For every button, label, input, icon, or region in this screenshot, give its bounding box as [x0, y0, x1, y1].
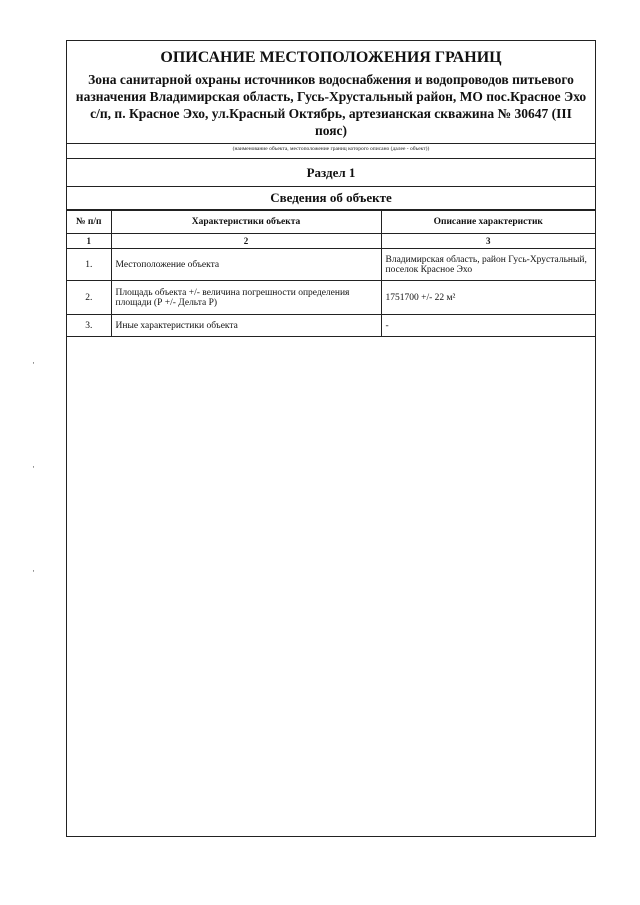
header-num: № п/п	[67, 211, 111, 234]
object-caption: (наименование объекта, местоположение границ которого описано (далее - объект))	[232, 146, 430, 152]
divider	[67, 143, 595, 144]
column-number: 1	[67, 234, 111, 249]
row-number: 3.	[67, 315, 111, 337]
section-title: Раздел 1	[67, 159, 595, 187]
header-description: Описание характеристик	[381, 211, 595, 234]
column-number-row	[67, 234, 595, 249]
scan-mark: ·	[32, 462, 35, 472]
document-title: ОПИСАНИЕ МЕСТОПОЛОЖЕНИЯ ГРАНИЦ	[160, 49, 502, 66]
characteristics-table	[67, 210, 595, 337]
header-characteristic: Характеристики объекта	[111, 211, 381, 234]
table-row	[67, 281, 595, 315]
row-description: -	[381, 315, 595, 337]
row-description: 1751700 +/- 22 м²	[381, 281, 595, 315]
scan-mark: ·	[32, 566, 35, 576]
table-header-row	[67, 211, 595, 234]
scan-mark: ·	[32, 358, 35, 368]
object-name: Зона санитарной охраны источников водоснабжения и водопроводов питьевого назначения Владимирская область, Гусь-Хрустальный район, МО пос.Красное Эхо с/п, п. Красное Эхо, ул.Красный Октябрь, артезианская скважина № 30647 (III пояс)	[75, 72, 587, 138]
object-info-title: Сведения об объекте	[67, 187, 595, 210]
document-frame	[66, 40, 596, 837]
row-characteristic: Площадь объекта +/- величина погрешности определения площади (Р +/- Дельта Р)	[111, 281, 381, 315]
row-number: 1.	[67, 249, 111, 281]
row-characteristic: Местоположение объекта	[111, 249, 381, 281]
table-row	[67, 249, 595, 281]
row-description: Владимирская область, район Гусь-Хрустальный, поселок Красное Эхо	[381, 249, 595, 281]
column-number: 2	[111, 234, 381, 249]
table-row	[67, 315, 595, 337]
row-characteristic: Иные характеристики объекта	[111, 315, 381, 337]
column-number: 3	[381, 234, 595, 249]
row-number: 2.	[67, 281, 111, 315]
